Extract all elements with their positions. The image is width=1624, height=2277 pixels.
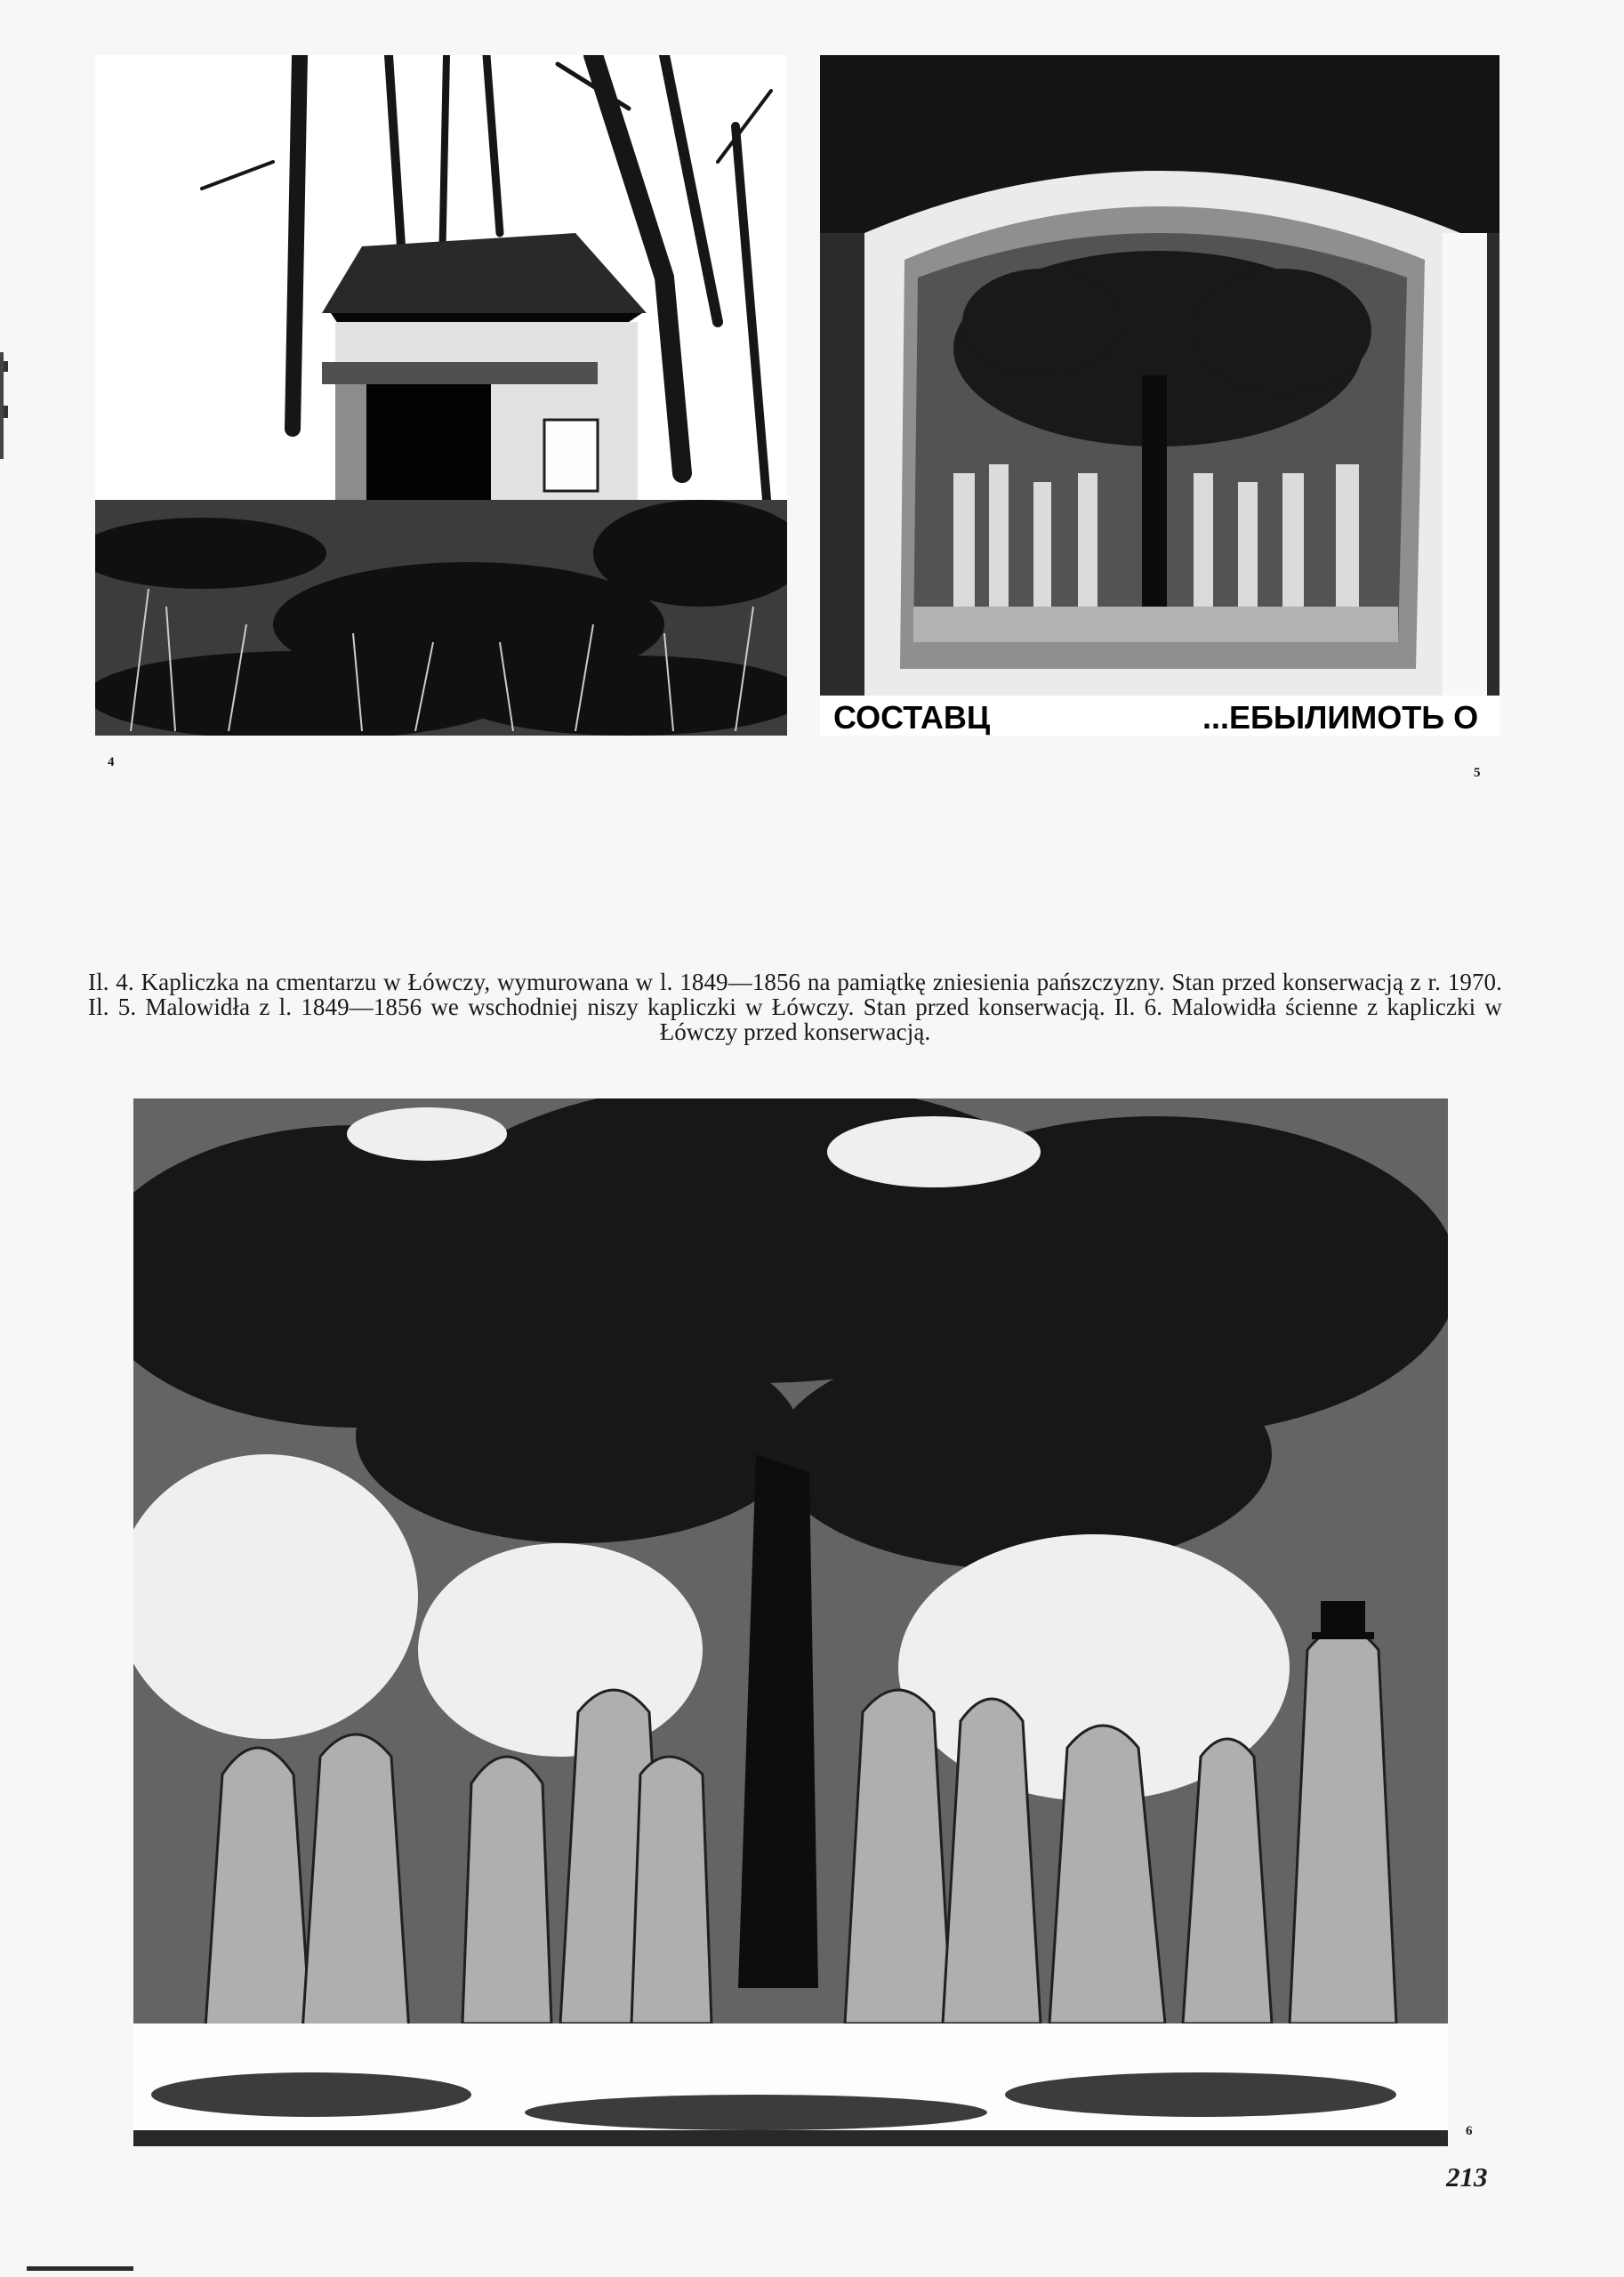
bottom-rule (27, 2266, 133, 2271)
page-number: 213 (1446, 2161, 1488, 2193)
figure-number-4: 4 (108, 755, 115, 769)
chapel-exterior-image (95, 55, 787, 736)
inscription-left: СОСТАВЦ (833, 699, 991, 736)
photo-painted-niche (820, 55, 1499, 736)
inscription-right: ...ЕБЫЛИМОТЬ О (1202, 699, 1479, 736)
photo-wall-painting (133, 1098, 1448, 2146)
scan-edge-mark (0, 352, 9, 459)
figure-caption: Il. 4. Kapliczka na cmentarzu w Łówczy, wymurowana w l. 1849—1856 na pamiątkę zniesienia pańszczyzny. Stan przed konserwacją z r. 1970. Il. 5. Malowidła z l. 1849—1856 we wschodniej niszy kapliczki w Łówczy. Stan przed konserwacją. Il. 6. Malowidła ścienne z kapliczki w Łówczy przed konserwacją. (88, 969, 1502, 1045)
figure-number-6: 6 (1466, 2124, 1473, 2138)
figure-number-5: 5 (1474, 766, 1481, 780)
photo-chapel-exterior (95, 55, 787, 736)
wall-painting-image (133, 1098, 1448, 2146)
painted-niche-image (820, 55, 1499, 736)
